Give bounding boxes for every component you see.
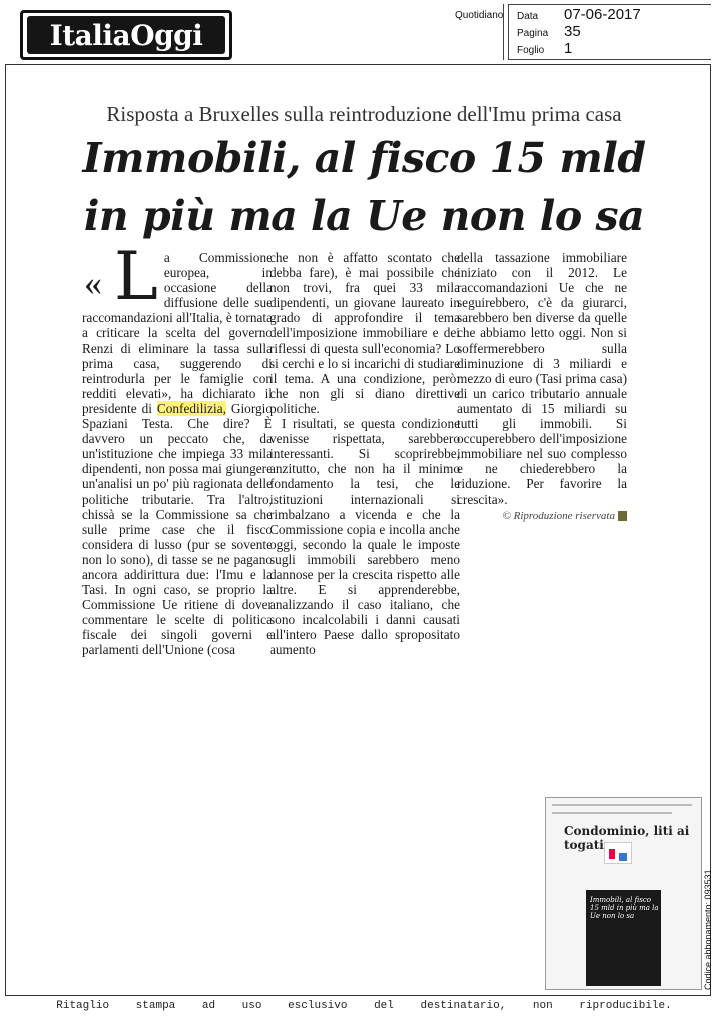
date-value: 07-06-2017 — [564, 6, 641, 23]
sheet-label: Foglio — [517, 45, 545, 56]
article-kicker: Risposta a Bruxelles sulla reintroduzione dell'Imu prima casa — [106, 102, 622, 126]
thumb-title: Condominio, liti ai togati — [564, 824, 690, 852]
meta-box — [508, 4, 711, 60]
page-thumbnail — [545, 797, 702, 990]
thumb-line — [552, 804, 692, 806]
article-column-3 — [457, 250, 627, 524]
subscription-code: Codice abbonamento: 093531 — [703, 869, 713, 990]
headline-line-2: in più ma la Ue non lo sa — [83, 192, 645, 240]
article-column-2 — [270, 250, 460, 658]
rights-line — [457, 509, 627, 524]
column-1-text-b: Giorgio Spaziani Testa. Che dire? È davvero un peccato che, da un'istituzione che impiega 33 mila dipendenti, non possa mai giungere un'analisi un po' più ragionata delle politiche tributarie. Tra l'altro, chissà se la Commissione sa che sulle prime case che il fisco considera di lusso (pur se sovente non lo sono), di tasse se ne pagano ancora addirittura due: l'Imu e la Tasi. In ogni caso, se proprio la Commissione Ue ritiene di dover commentare le scelte di politica fiscale dei singoli governi e parlamenti dell'Unione (cosa — [82, 400, 273, 658]
highlighted-term: Confedilizia, — [156, 400, 226, 416]
column-3-paragraph: della tassazione immobiliare iniziato con il 2012. Le raccomandazioni Ue che ne seguirebbero, c'è da giurarci, sarebbero ben diverse da quelle che abbiamo letto oggi. Non si soffermerebbero sulla diminuzione di 3 miliardi e mezzo di euro (Tasi prima casa) di un carico tributario annuale aumentato di 15 miliardi su tutti gli immobili. Si occuperebbero dell'imposizione immobiliare nel suo complesso e ne chiederebbero la riduzione. Per favorire la crescita». — [457, 250, 628, 507]
sheet-value: 1 — [564, 40, 573, 57]
thumb-line — [552, 812, 672, 814]
end-mark-icon — [618, 511, 627, 521]
page-value: 35 — [564, 23, 581, 40]
publication-type: Quotidiano — [455, 10, 504, 21]
column-2-paragraph-2: I risultati, se questa condizione venisse rispettata, sarebbero interessanti. Si scoprirebbe, anzitutto, che non ha il minimo fondamento la tesi, che le istituzioni internazionali si rimbalzano a vicenda e che la Commissione copia e incolla anche oggi, secondo la quale le imposte sugli immobili sarebbero meno dannose per la crescita rispetto alle altre. E si apprenderebbe, analizzando il caso italiano, che sono incalcolabili i danni causati all'intero Paese dallo spropositato aumento — [270, 416, 460, 658]
column-1-text-a: a Commissione europea, in occasione della diffusione delle sue raccomandazioni all'Italia, è tornata a criticare la scelta del governo Renzi di eliminare la tassa sulla prima casa, suggerendo di reintrodurla per le famiglie con redditi elevati», ha dichiarato il presidente di — [82, 250, 272, 416]
opening-guillemet: « — [84, 263, 102, 303]
headline-line-1: Immobili, al fisco 15 mld — [82, 134, 646, 182]
date-label: Data — [517, 11, 539, 22]
masthead-logo — [20, 10, 232, 60]
thumb-inset-title: Immobili, al fisco 15 mld in più ma la Ue non lo sa — [590, 896, 659, 920]
column-2-paragraph-1: che non è affatto scontato che debba fare), è mai possibile che non trovi, fra quei 33 mila dipendenti, un giovane laureato in grado di approfondire il tema dell'imposizione immobiliare e dei riflessi di questa sull'economia? Lo si cerchi e lo si incarichi di studiare il tema. A una condizione, però: che non gli si diano direttive politiche. — [270, 250, 460, 416]
drop-cap: L — [114, 238, 158, 315]
article-column-1 — [82, 238, 273, 658]
logo-text: ItaliaOggi — [27, 16, 225, 54]
thumb-chart-icon — [604, 842, 632, 864]
rights-text: © Riproduzione riservata — [502, 509, 615, 522]
header-divider — [503, 4, 504, 60]
footer-disclaimer: Ritaglio stampa ad uso esclusivo del destinatario, non riproducibile. — [56, 1000, 672, 1012]
page-label: Pagina — [517, 28, 549, 39]
